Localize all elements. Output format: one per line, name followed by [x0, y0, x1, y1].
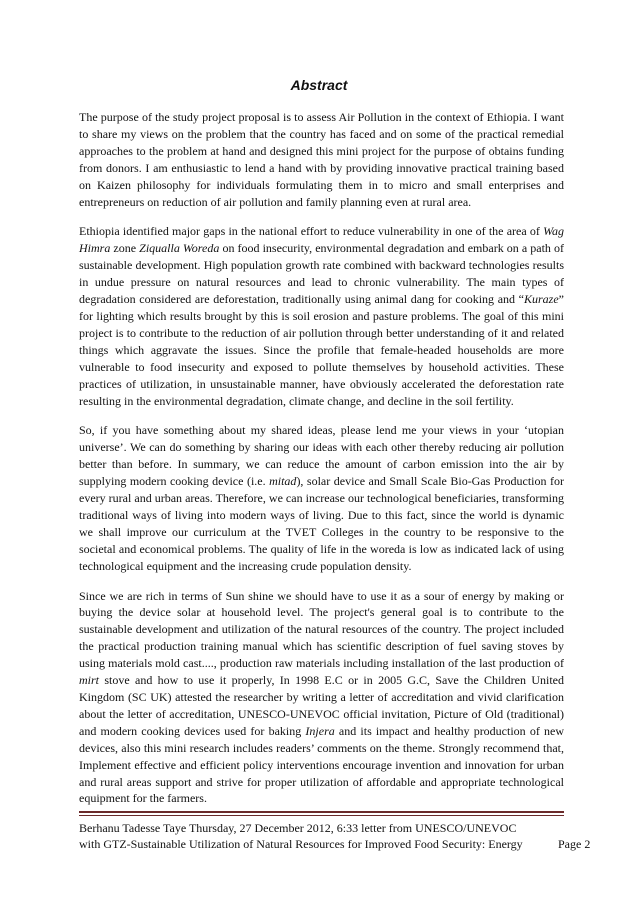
abstract-paragraph	[79, 422, 564, 574]
footer-line-2: with GTZ-Sustainable Utilization of Natural Resources for Improved Food Security: Energy	[79, 837, 523, 851]
footer-line-1: Berhanu Tadesse Taye Thursday, 27 December 2012, 6:33 letter from UNESCO/UNEVOC	[79, 821, 517, 835]
text-run: ), solar device and Small Scale Bio-Gas Production for every rural and urban areas. Therefore, we can increase our technological beneficiaries, transforming traditional ways of living into modern ways of living. Due to this fact, since the world is dynamic we shall improve our curriculum at the TVET Colleges in the country to be responsive to the societal and economical problems. The quality of life in the woreda is low as indicated lack of using technological equipment and the increasing crude population density.	[79, 474, 564, 573]
footer	[79, 820, 599, 852]
abstract-paragraph	[79, 109, 564, 210]
text-run: zone	[110, 241, 140, 256]
italic-term: Injera	[305, 723, 335, 738]
italic-term: mitad	[269, 474, 297, 489]
footer-rule-thick	[79, 811, 564, 813]
text-run: on food insecurity, environmental degradation and embark on a path of sustainable development. High population growth rate combined with backward technologies results in undue pressure on natural resources and lead to chronic vulnerability. The main types of degradation considered are deforestation, traditionally using animal dang for cooking and “	[79, 241, 564, 307]
page-number: Page 2	[558, 837, 591, 851]
text-run: stove and how to use it properly, In 1998 E.C or in 2005 G.C, Save the Children United Kingdom (SC UK) attested the researcher by writing a letter of accreditation and vivid clarification about the letter of accreditation, UNESCO-UNEVOC official invitation, Picture of Old (traditional) and modern cooking devices used for baking	[79, 673, 564, 738]
italic-term: Kuraze	[524, 292, 559, 307]
text-run: ” for lighting which results brought by this is soil erosion and pasture problems. The goal of this mini project is to contribute to the reduction of air pollution through better understanding of it and related things which aggravate the issues. Since the profile that female-headed households are more vulnerable to food insecurity and exposed to pollute themselves by household activities. These practices of utilization, in unsustainable manner, have obviously accelerated the deforestation rate resulting in the environmental degradation, climate change, and decline in the soil fertility.	[79, 292, 564, 408]
text-run: Since we are rich in terms of Sun shine we should have to use it as a sour of energy by making or buying the device solar at household level. The project's general goal is to contribute to the sustainable development and utilization of the natural resources of the country. The project included the practical production training manual which has scientific description of fuel saving stoves by using materials mold cast...., production raw materials including installation of the last production of	[79, 588, 564, 671]
text-run: and its impact and healthy production of new devices, also this mini research includes readers’ comments on the theme. Strongly recommend that, Implement effective and efficient policy interventions encourage invention and innovation for urban and rural areas support and strive for proper utilization of affordable and appropriate technological equipment for the farmers.	[79, 723, 564, 806]
text-run: Ethiopia identified major gaps in the national effort to reduce vulnerability in one of the area of	[79, 224, 544, 239]
text-run: So, if you have something about my shared ideas, please lend me your views in your ‘utopian universe’. We can do something by sharing our ideas with each other thereby reducing air pollution better than before. In summary, we can reduce the amount of carbon emission into the air by supplying modern cooking device (i.e.	[79, 423, 564, 489]
footer-rule-thin	[79, 815, 564, 816]
italic-term: Ziqualla Woreda	[139, 241, 220, 256]
italic-term: Wag Himra	[79, 224, 564, 256]
abstract-title: Abstract	[290, 77, 348, 93]
abstract-body	[79, 109, 564, 820]
abstract-paragraph	[79, 588, 564, 808]
italic-term: mirt	[79, 673, 100, 688]
abstract-paragraph	[79, 223, 564, 409]
text-run: The purpose of the study project proposal is to assess Air Pollution in the context of Ethiopia. I want to share my views on the problem that the country has faced and on some of the practical remedial approaches to the problem at hand and designed this mini project for the purpose of obtains funding from donors. I am enthusiastic to lend a hand with by providing innovative practical training based on Kaizen philosophy for individuals formulating them in to micro and small enterprises and entrepreneurs on reduction of air pollution and family planning even at rural area.	[79, 110, 564, 209]
